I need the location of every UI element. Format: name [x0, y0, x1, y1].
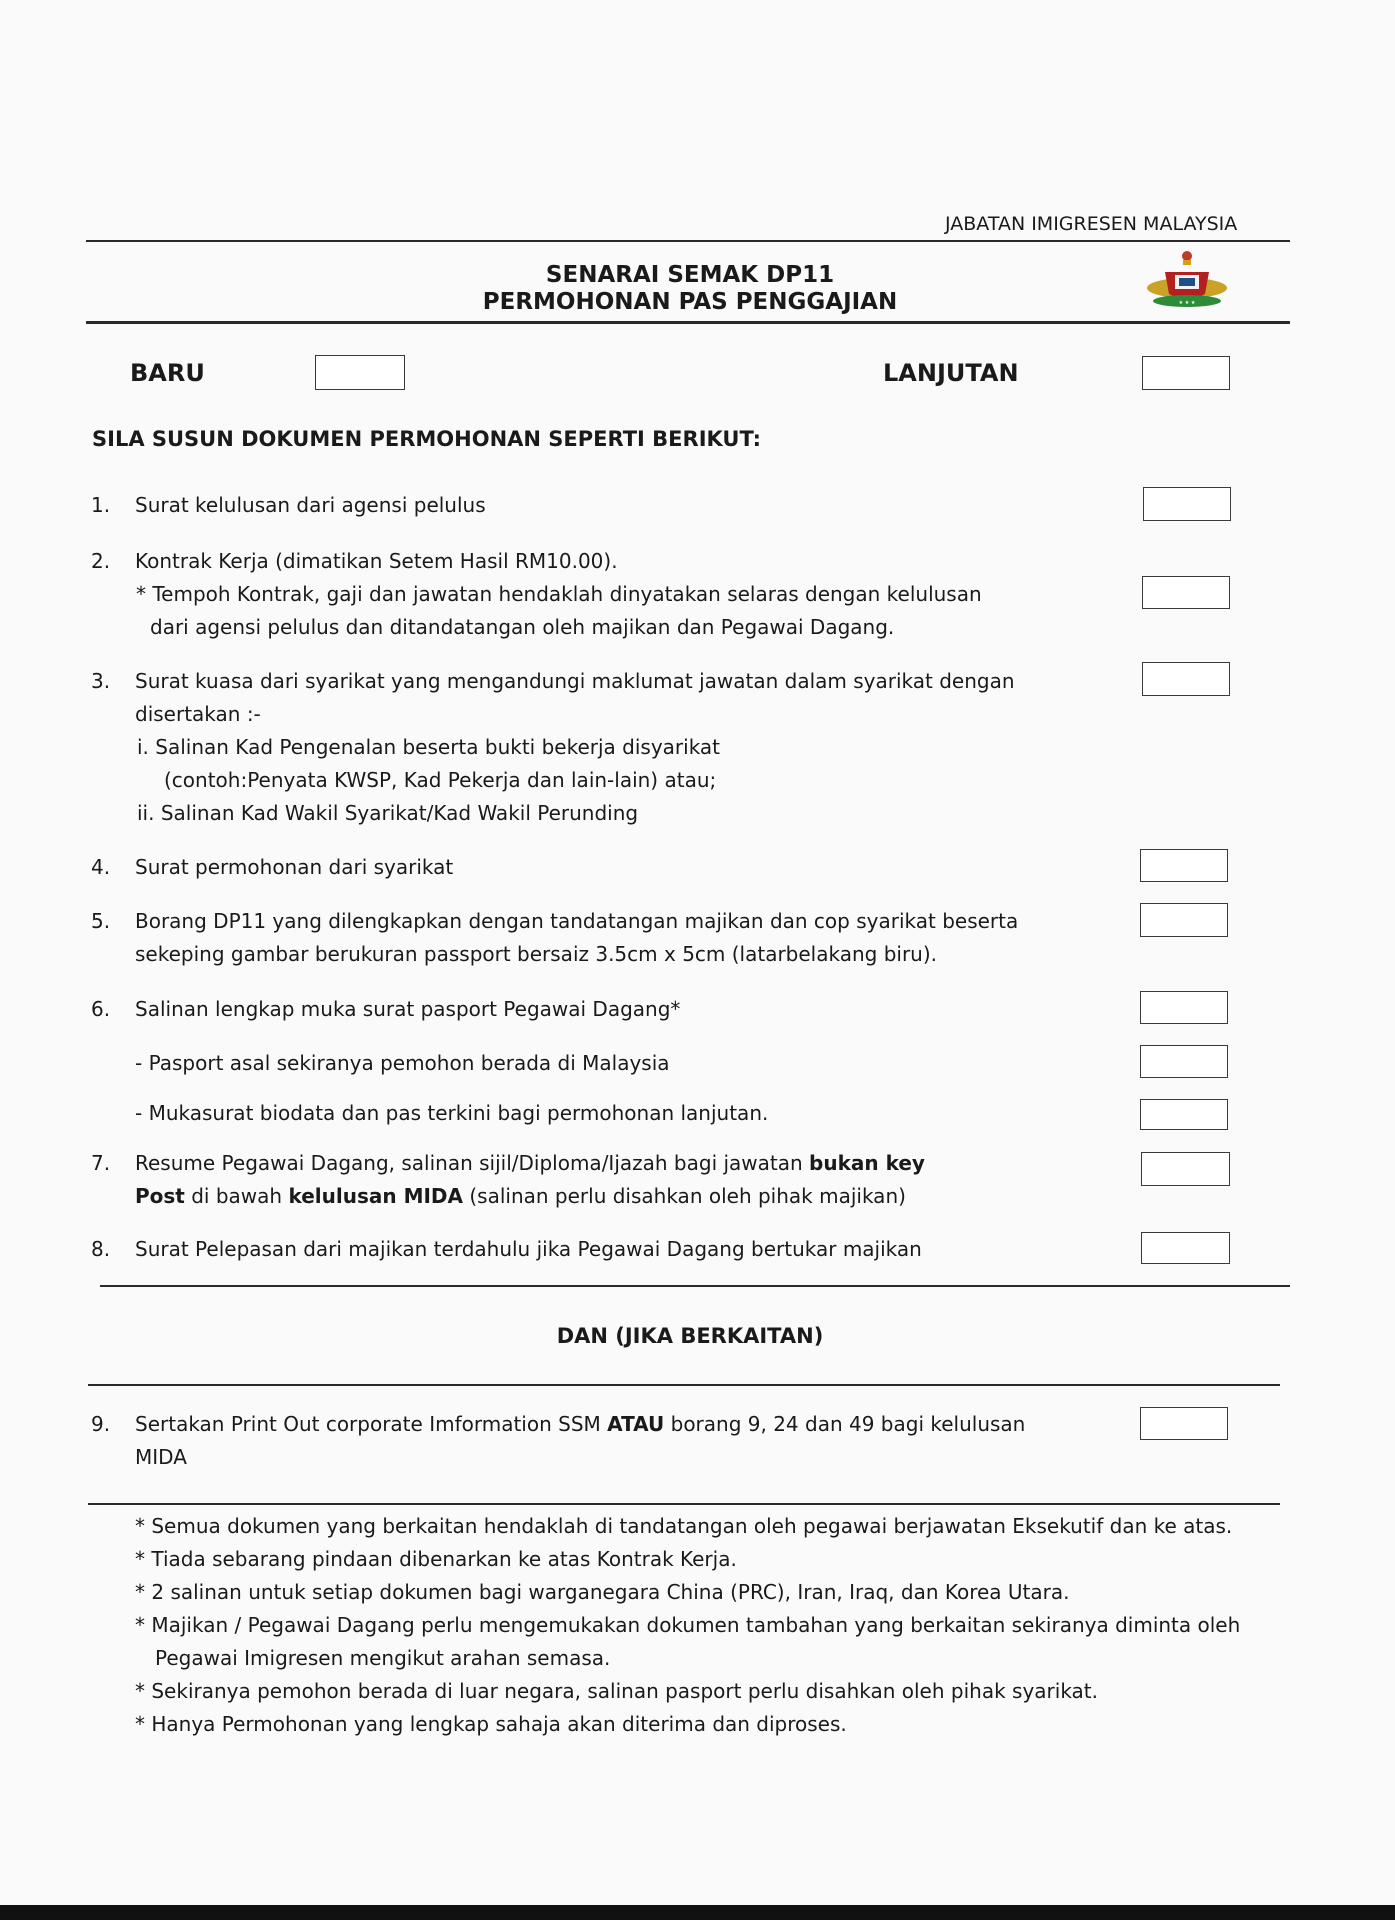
notes-divider — [88, 1503, 1280, 1505]
item-text: (salinan perlu disahkan oleh pihak majikan) — [463, 1184, 906, 1208]
note-line: * Hanya Permohonan yang lengkap sahaja akan diterima dan diproses. — [135, 1712, 847, 1736]
item-subtext: - Pasport asal sekiranya pemohon berada di Malaysia — [135, 1051, 670, 1075]
item-text-bold: Post — [135, 1184, 185, 1208]
item-number: 2. — [91, 549, 111, 573]
item-text-line1 — [135, 1408, 1025, 1441]
header-top-rule — [86, 240, 1290, 242]
item-number: 9. — [91, 1412, 111, 1436]
note-line: * Tiada sebarang pindaan dibenarkan ke atas Kontrak Kerja. — [135, 1547, 737, 1571]
item-text: MIDA — [135, 1445, 187, 1469]
note-line: Pegawai Imigresen mengikut arahan semasa. — [155, 1646, 611, 1670]
item-number: 1. — [91, 493, 111, 517]
new-application-checkbox[interactable] — [315, 355, 405, 390]
new-application-label: BARU — [130, 359, 205, 387]
item-text: Salinan lengkap muka surat pasport Pegawai Dagang* — [135, 997, 681, 1021]
related-section-heading: DAN (JIKA BERKAITAN) — [556, 1324, 824, 1348]
item-9-checkbox[interactable] — [1140, 1407, 1228, 1440]
section-divider — [100, 1285, 1290, 1287]
item-text: disertakan :- — [135, 702, 261, 726]
instruction-heading: SILA SUSUN DOKUMEN PERMOHONAN SEPERTI BERIKUT: — [92, 427, 762, 451]
item-1-checkbox[interactable] — [1143, 487, 1231, 521]
item-3-checkbox[interactable] — [1142, 662, 1230, 696]
agency-name: JABATAN IMIGRESEN MALAYSIA — [945, 213, 1238, 235]
note-line: * Majikan / Pegawai Dagang perlu mengemukakan dokumen tambahan yang berkaitan sekiranya diminta oleh — [135, 1613, 1241, 1637]
item-number: 3. — [91, 669, 111, 693]
svg-text:★ ★ ★: ★ ★ ★ — [1178, 300, 1196, 306]
item-text: di bawah — [184, 1184, 289, 1208]
item-text-line2 — [135, 1180, 906, 1213]
item-text: (contoh:Penyata KWSP, Kad Pekerja dan lain-lain) atau; — [164, 768, 717, 792]
note-line: * 2 salinan untuk setiap dokumen bagi warganegara China (PRC), Iran, Iraq, dan Korea Utara. — [135, 1580, 1070, 1604]
item-text: Borang DP11 yang dilengkapkan dengan tandatangan majikan dan cop syarikat beserta — [135, 909, 1019, 933]
item-text-bold: kelulusan MIDA — [288, 1184, 463, 1208]
item-6b-checkbox[interactable] — [1140, 1099, 1228, 1130]
note-line: * Semua dokumen yang berkaitan hendaklah di tandatangan oleh pegawai berjawatan Eksekutif dan ke atas. — [135, 1514, 1233, 1538]
item-6a-checkbox[interactable] — [1140, 1045, 1228, 1078]
item-text: ii. Salinan Kad Wakil Syarikat/Kad Wakil Perunding — [137, 801, 639, 825]
item-number: 6. — [91, 997, 111, 1021]
header-bottom-rule — [86, 321, 1290, 324]
item-text-bold: bukan key — [809, 1151, 925, 1175]
item-number: 5. — [91, 909, 111, 933]
renewal-application-label: LANJUTAN — [883, 359, 1019, 387]
item-text: borang 9, 24 dan 49 bagi kelulusan — [664, 1412, 1026, 1436]
item-text: * Tempoh Kontrak, gaji dan jawatan hendaklah dinyatakan selaras dengan kelulusan — [136, 582, 982, 606]
item-number: 4. — [91, 855, 111, 879]
item-number: 7. — [91, 1151, 111, 1175]
item-8-checkbox[interactable] — [1141, 1232, 1230, 1264]
item-text: Surat kelulusan dari agensi pelulus — [135, 493, 486, 517]
item-text: Surat Pelepasan dari majikan terdahulu jika Pegawai Dagang bertukar majikan — [135, 1237, 922, 1261]
item-text-line1 — [135, 1147, 925, 1180]
item-text: dari agensi pelulus dan ditandatangan oleh majikan dan Pegawai Dagang. — [150, 615, 895, 639]
item-6-checkbox[interactable] — [1140, 991, 1228, 1024]
item-text: Resume Pegawai Dagang, salinan sijil/Diploma/Ijazah bagi jawatan — [135, 1151, 810, 1175]
item-4-checkbox[interactable] — [1140, 849, 1228, 882]
item-text-bold: ATAU — [607, 1412, 665, 1436]
scan-edge — [0, 1905, 1395, 1920]
item-text: sekeping gambar berukuran passport bersaiz 3.5cm x 5cm (latarbelakang biru). — [135, 942, 938, 966]
page-title-line2: PERMOHONAN PAS PENGGAJIAN — [482, 289, 898, 315]
item-7-checkbox[interactable] — [1141, 1152, 1230, 1186]
item-subtext: - Mukasurat biodata dan pas terkini bagi permohonan lanjutan. — [135, 1101, 769, 1125]
item-text: Surat permohonan dari syarikat — [135, 855, 454, 879]
page-title-line1: SENARAI SEMAK DP11 — [545, 262, 835, 288]
item-number: 8. — [91, 1237, 111, 1261]
item-2-checkbox[interactable] — [1142, 576, 1230, 609]
item-text: Surat kuasa dari syarikat yang mengandungi maklumat jawatan dalam syarikat dengan — [135, 669, 1015, 693]
item-text: Kontrak Kerja (dimatikan Setem Hasil RM10.00). — [135, 549, 618, 573]
note-line: * Sekiranya pemohon berada di luar negara, salinan pasport perlu disahkan oleh pihak syarikat. — [135, 1679, 1098, 1703]
item-5-checkbox[interactable] — [1140, 903, 1228, 937]
item-text: i. Salinan Kad Pengenalan beserta bukti bekerja disyarikat — [137, 735, 721, 759]
section-divider — [88, 1384, 1280, 1386]
item-text: Sertakan Print Out corporate Imformation SSM — [135, 1412, 608, 1436]
renewal-application-checkbox[interactable] — [1142, 356, 1230, 390]
immigration-emblem-icon — [1143, 246, 1231, 314]
